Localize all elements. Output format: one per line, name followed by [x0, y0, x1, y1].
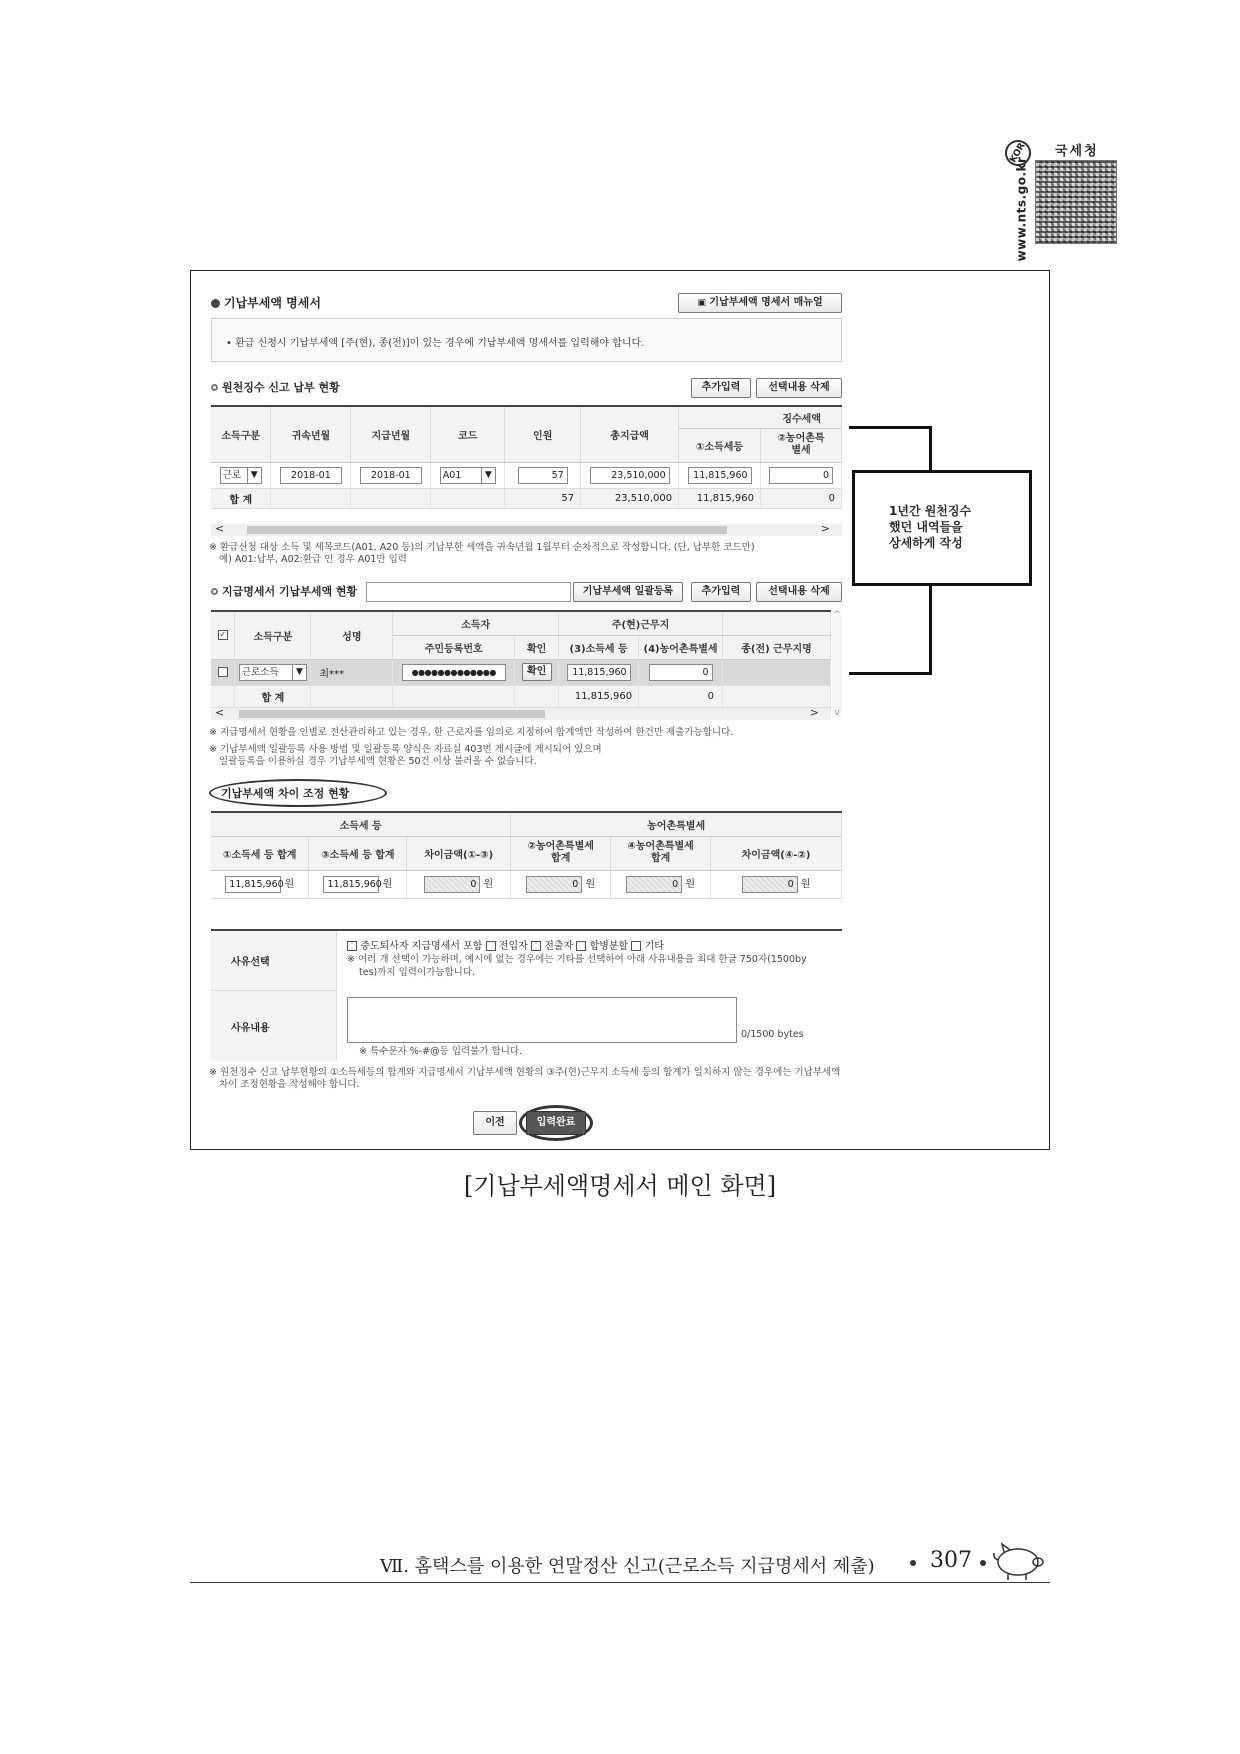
row-checkbox[interactable] [218, 667, 228, 677]
wht-h-attrib-month: 귀속년월 [271, 406, 351, 462]
wht-h-collected: 징수세액 [679, 406, 842, 428]
reason-option-checkbox-1[interactable] [347, 941, 357, 951]
bulk-register-button[interactable]: 기납부세액 일괄등록 [573, 582, 683, 602]
adjust-h6: 차이금액(④-②) [711, 836, 842, 870]
payslip-h-resident-no: 주민등록번호 [393, 635, 515, 659]
wht-income-tax-input[interactable]: 11,815,960 [688, 467, 752, 484]
wht-horizontal-scrollbar[interactable] [211, 524, 842, 536]
adjust-v1-input[interactable]: 11,815,960 [225, 876, 281, 893]
footer-dot-icon [980, 1560, 986, 1566]
footer-dot-icon [910, 1560, 916, 1566]
scroll-thumb[interactable] [239, 710, 545, 718]
reason-content-label: 사유내용 [231, 1023, 270, 1034]
wht-bullet-icon [211, 384, 218, 391]
scroll-thumb[interactable] [247, 526, 727, 534]
payslip-row [211, 659, 831, 685]
wht-note-2: 예) A01:납부, A02:환급 인 경우 A01만 입력 [219, 554, 407, 565]
wht-h-pay-month: 지급년월 [351, 406, 431, 462]
final-note-1: ※ 원천징수 신고 납부현황의 ①소득세등의 합계와 지급명세서 기납부세액 현황의 ③주(현)근무지 소득세 등의 합계가 일치하지 않는 경우에는 기납부세액 [209, 1067, 841, 1078]
wht-total-persons: 57 [505, 488, 581, 508]
reason-select-label: 사유선택 [231, 957, 270, 968]
payslip-income-tax-input[interactable]: 11,815,960 [567, 664, 631, 681]
wht-note-1: ※ 환급신청 대상 소득 및 세목코드(A01, A20 등)의 기납부한 세액을 귀속년월 1월부터 순차적으로 작성합니다. (단, 납부한 코드만) [209, 542, 755, 553]
resident-no-input[interactable]: ●●●●●●●●●●●●● [402, 664, 506, 681]
prev-button[interactable]: 이전 [473, 1111, 517, 1135]
wht-title: 원천징수 신고 납부 현황 [211, 379, 340, 395]
adjust-table [211, 811, 842, 899]
callout-line-3: 상세하게 작성 [889, 536, 963, 550]
connector-bottom-v [929, 586, 932, 674]
wht-h-income-tax: ①소득세등 [679, 428, 761, 462]
chevron-down-icon: ▼ [481, 468, 495, 483]
payslip-h-name: 성명 [311, 611, 393, 659]
payslip-h-income-tax: (3)소득세 등 [559, 635, 639, 659]
wht-total-rural-tax: 0 [761, 488, 842, 508]
payslip-delete-button[interactable]: 선택내용 삭제 [756, 582, 842, 602]
info-box [211, 318, 842, 362]
payslip-horizontal-scrollbar[interactable] [211, 708, 831, 720]
reason-option-checkbox-4[interactable] [576, 941, 586, 951]
wht-pay-month-input[interactable]: 2018-01 [360, 467, 422, 484]
connector-top-h [849, 426, 931, 429]
pdf-icon: ▣ [697, 298, 706, 308]
scroll-right-icon[interactable]: > [820, 522, 830, 535]
wht-code-select[interactable]: A01 ▼ [440, 467, 496, 484]
info-text: • 환급 신청시 기납부세액 [주(현), 종(전)]이 있는 경우에 기납부세액 명세서를 입력해야 합니다. [226, 338, 645, 349]
reason-options: 중도퇴사자 지급명세서 포함 전입자 전출자 합병분할 기타 [347, 937, 664, 952]
wht-total-label: 합 계 [211, 488, 271, 508]
confirm-button[interactable]: 확인 [522, 663, 552, 681]
wht-total-row [211, 488, 842, 508]
wht-persons-input[interactable]: 57 [518, 467, 568, 484]
reason-content-note: ※ 특수문자 %-#@등 입력불가 합니다. [359, 1046, 523, 1057]
adjust-v2-input[interactable]: 11,815,960 [323, 876, 379, 893]
select-all-checkbox[interactable]: ✓ [219, 629, 227, 639]
chevron-down-icon: ▼ [247, 468, 261, 483]
wht-row [211, 462, 842, 488]
nts-logo [1005, 140, 1117, 262]
final-note-2: 차이 조정현황을 작성해야 합니다. [219, 1079, 360, 1090]
adjust-group-rural: 농어촌특별세 [511, 812, 842, 836]
chevron-down-icon: ▼ [292, 665, 306, 680]
wht-h-persons: 인원 [505, 406, 581, 462]
manual-button[interactable]: ▣ 기납부세액 명세서 매뉴얼 [678, 293, 842, 313]
footer-text: Ⅶ. 홈택스를 이용한 연말정산 신고(근로소득 지급명세서 제출) [380, 1556, 875, 1577]
payslip-total-row [211, 685, 831, 707]
payslip-h-income-type: 소득구분 [235, 611, 311, 659]
payslip-table [211, 610, 831, 708]
footer-rule [190, 1582, 1050, 1583]
reason-option-checkbox-2[interactable] [486, 941, 496, 951]
reason-option-checkbox-3[interactable] [531, 941, 541, 951]
logo-url-text: www.nts.go.kr [1014, 156, 1029, 262]
pig-icon [990, 1538, 1046, 1582]
scroll-left-icon[interactable]: < [215, 522, 225, 535]
payslip-total-label: 합 계 [235, 685, 311, 707]
adjust-h2: ③소득세 등 합계 [309, 836, 407, 870]
adjust-v3-input[interactable]: 0 [424, 876, 480, 893]
section-title: 기납부세액 명세서 [211, 294, 321, 311]
callout-box [852, 470, 1032, 586]
wht-h-income-type: 소득구분 [211, 406, 271, 462]
payslip-h-earner: 소득자 [393, 611, 559, 635]
wht-h-code: 코드 [431, 406, 505, 462]
adjust-h5: ④농어촌특별세 합계 [611, 836, 711, 870]
adjust-h1: ①소득세 등 합계 [211, 836, 309, 870]
payslip-bullet-icon [211, 588, 218, 595]
connector-top-v [929, 426, 932, 470]
wht-h-total-pay: 총지급액 [581, 406, 679, 462]
adjust-v5-input[interactable]: 0 [626, 876, 682, 893]
scroll-down-icon[interactable]: v [834, 708, 840, 718]
submit-button[interactable]: 입력완료 [526, 1111, 586, 1135]
reason-content-textarea[interactable] [347, 997, 737, 1043]
screenshot-frame [190, 270, 1050, 1150]
page-number: 307 [930, 1548, 972, 1573]
payslip-total-income-tax: 11,815,960 [559, 685, 639, 707]
connector-bottom-h [849, 672, 932, 675]
byte-counter: 0/1500 bytes [741, 1029, 804, 1040]
payslip-add-button[interactable]: 추가입력 [691, 582, 751, 602]
wht-h-rural-tax: ②농어촌특별세 [761, 428, 842, 462]
payslip-h-rural-tax: (4)농어촌특별세 [639, 635, 723, 659]
payslip-note-3: 일괄등록을 이용하실 경우 기납부세액 현황은 50건 이상 불러올 수 없습니다. [219, 756, 537, 767]
payslip-total-rural-tax: 0 [639, 685, 723, 707]
adjust-v4-input[interactable]: 0 [526, 876, 582, 893]
adjust-v6-input[interactable]: 0 [742, 876, 798, 893]
reason-panel [211, 929, 842, 1059]
adjust-h4: ②농어촌특별세 합계 [511, 836, 611, 870]
payslip-search-input[interactable] [366, 582, 571, 602]
payslip-vertical-scrollbar[interactable] [832, 610, 842, 718]
reason-option-checkbox-5[interactable] [631, 941, 641, 951]
wht-delete-button[interactable]: 선택내용 삭제 [756, 378, 842, 398]
payslip-note-1: ※ 지급명세서 현황을 인별로 전산관리하고 있는 경우, 한 근로자를 임의로 지정하여 합계액만 작성하여 한건만 제출가능합니다. [209, 727, 734, 738]
scroll-up-icon[interactable]: ^ [833, 610, 841, 620]
adjust-row: 11,815,960 원 11,815,960 원 0 원 0 원 0 원 0 원 [211, 870, 842, 898]
wht-total-income-tax: 11,815,960 [679, 488, 761, 508]
reason-select-note-2: tes)까지 입력이가능합니다. [359, 967, 476, 978]
payslip-title: 지급명세서 기납부세액 현황 [211, 583, 357, 599]
qr-code-icon [1035, 160, 1117, 244]
wht-total-pay-input[interactable]: 23,510,000 [590, 467, 670, 484]
adjust-title: 기납부세액 차이 조정 현황 [221, 787, 350, 800]
wht-income-type-select[interactable]: 근로 ▼ [220, 467, 262, 484]
reason-select-note-1: ※ 여러 개 선택이 가능하며, 예시에 없는 경우에는 기타를 선택하여 아래 사유내용을 최대 한글 750자(1500by [347, 954, 807, 965]
scroll-right-icon[interactable]: > [809, 706, 819, 719]
payslip-rural-tax-input[interactable]: 0 [649, 664, 713, 681]
wht-attrib-month-input[interactable]: 2018-01 [280, 467, 342, 484]
wht-total-pay: 23,510,000 [581, 488, 679, 508]
figure-caption: [기납부세액명세서 메인 화면] [463, 1172, 777, 1200]
wht-table [211, 405, 842, 509]
kor-badge-icon: KOR [1000, 135, 1036, 171]
adjust-h3: 차이금액(①-③) [407, 836, 511, 870]
payslip-h-current-work: 주(현)근무지 [559, 611, 723, 635]
wht-add-button[interactable]: 추가입력 [691, 378, 751, 398]
section-bullet-icon [211, 299, 220, 308]
payslip-note-2: ※ 기납부세액 일괄등록 사용 방법 및 일괄등록 양식은 자료실 403번 게시글에 게시되어 있으며 [209, 744, 602, 755]
callout-line-1: 1년간 원천징수 [889, 504, 972, 518]
agency-name: 국세청 [1055, 144, 1099, 159]
payslip-h-previous-work: 종(전) 근무지명 [723, 635, 831, 659]
payslip-h-confirm: 확인 [515, 635, 559, 659]
payslip-name: 최*** [311, 659, 393, 685]
callout-line-2: 했던 내역들을 [889, 520, 963, 534]
wht-rural-tax-input[interactable]: 0 [769, 467, 833, 484]
scroll-left-icon[interactable]: < [215, 706, 225, 719]
adjust-group-income: 소득세 등 [211, 812, 511, 836]
payslip-income-type-select[interactable]: 근로소득 ▼ [239, 664, 307, 681]
